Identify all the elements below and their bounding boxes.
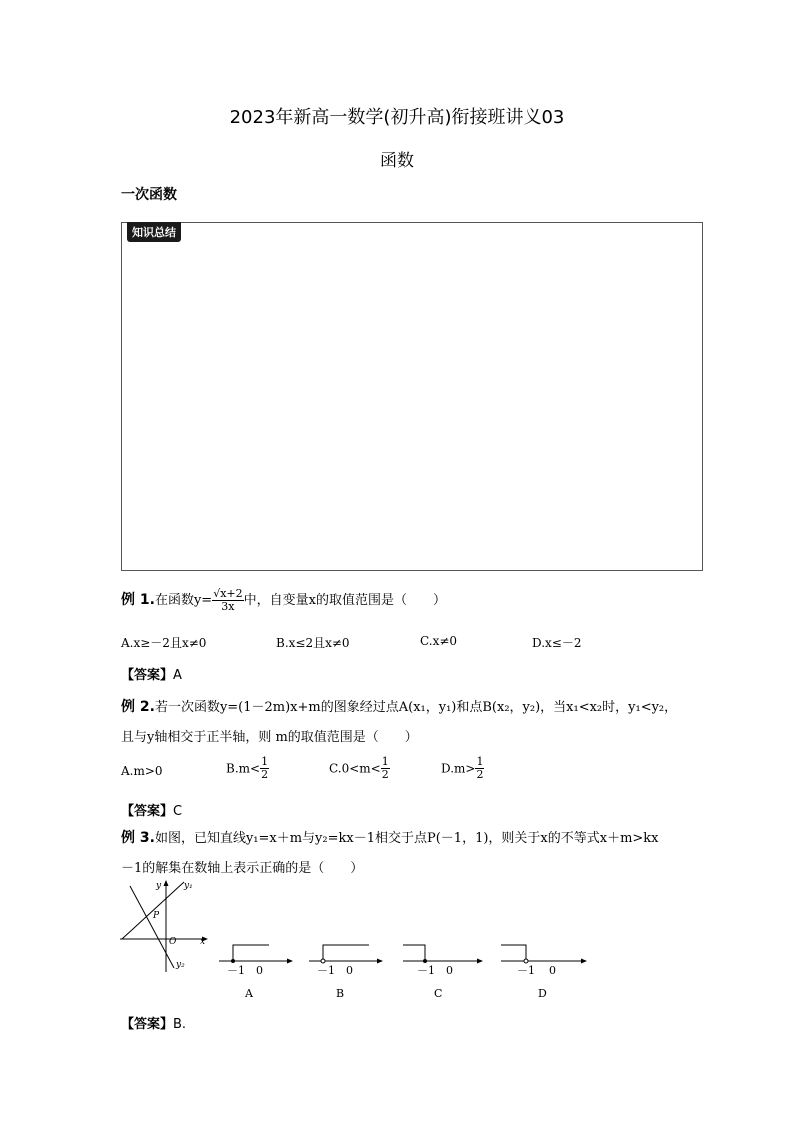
- example-1-option-c: C.x≠0: [420, 634, 458, 648]
- answer-label: 【答案】: [121, 804, 174, 819]
- example-1-denominator: 3x: [221, 600, 235, 613]
- example-3-line-2: －1的解集在数轴上表示正确的是（ ）: [121, 861, 364, 876]
- answer-label: 【答案】: [121, 668, 174, 683]
- option-letter-c: C: [434, 987, 443, 1000]
- graph-label-y: y: [156, 881, 162, 891]
- example-2-text-1: 若一次函数y=(1－2m)x+m的图象经过点A(x₁，y₁)和点B(x₂，y₂)，当x₁<x₂时，y₁<y₂，: [154, 700, 678, 715]
- svg-text:－1: －1: [227, 964, 245, 977]
- svg-text:0: 0: [549, 964, 556, 977]
- example-2-option-d: D.m> $\frac{1}{2}$: [441, 755, 484, 781]
- example-3-number-lines: [215, 935, 600, 1005]
- answer-value: C: [173, 804, 183, 819]
- number-line-b: [309, 945, 383, 1000]
- graph-label-o: O: [169, 937, 177, 947]
- svg-text:0: 0: [446, 964, 453, 977]
- example-1-answer: [121, 664, 182, 683]
- example-2-option-c: C.0<m< $\frac{1}{2}$: [329, 755, 389, 781]
- example-3-answer: [121, 1013, 186, 1032]
- answer-value: A: [173, 668, 182, 683]
- number-line-c: [403, 945, 483, 1000]
- graph-line-y2: [130, 886, 174, 968]
- option-letter-a: A: [245, 987, 253, 1000]
- page-title: 2023年新高一数学(初升高)衔接班讲义03: [229, 107, 565, 128]
- knowledge-summary-box: [121, 222, 703, 571]
- number-line-d: [501, 945, 587, 1000]
- graph-label-y2: y₂: [176, 960, 185, 970]
- option-letter-b: B: [336, 987, 345, 1000]
- example-2-line-2: 且与y轴相交于正半轴，则 m的取值范围是（ ）: [121, 730, 418, 745]
- example-3-line-1: [121, 827, 659, 847]
- example-3-graph: [116, 876, 216, 976]
- section-heading: 一次函数: [121, 187, 177, 203]
- example-2-answer: [121, 800, 182, 819]
- svg-text:0: 0: [256, 964, 263, 977]
- example-1-fraction: [212, 588, 243, 613]
- answer-label: 【答案】: [121, 1017, 174, 1032]
- example-2-label: 例 2.: [121, 699, 155, 715]
- example-1-option-d: D.x≤－2: [532, 636, 582, 650]
- example-3-text-1: 如图，已知直线y₁=x＋m与y₂=kx－1相交于点P(－1，1)，则关于x的不等式x＋m>kx: [154, 831, 659, 846]
- example-2-option-a: A.m>0: [121, 764, 163, 778]
- example-1-option-a: A.x≥－2且x≠0: [121, 636, 207, 650]
- number-line-a: [219, 945, 293, 1000]
- graph-label-x: x: [200, 937, 206, 947]
- example-1-label: 例 1.: [121, 592, 155, 608]
- svg-text:－1: －1: [517, 964, 535, 977]
- knowledge-summary-tag: 知识总结: [127, 222, 181, 242]
- answer-value: B.: [173, 1017, 187, 1032]
- example-2-line-1: [121, 696, 677, 716]
- example-3-label: 例 3.: [121, 830, 155, 846]
- page-subtitle: 函数: [380, 151, 414, 171]
- example-1-text-post: 中，自变量x的取值范围是（ ）: [243, 593, 446, 608]
- svg-text:0: 0: [346, 964, 353, 977]
- example-1-option-b: B.x≤2且x≠0: [276, 636, 350, 650]
- graph-label-y1: y₁: [184, 881, 193, 891]
- option-letter-d: D: [538, 987, 547, 1000]
- svg-text:－1: －1: [417, 964, 435, 977]
- example-1-question: [121, 588, 446, 613]
- example-1-numerator: √x+2: [213, 587, 243, 600]
- example-2-option-b: B.m< $\frac{1}{2}$: [226, 755, 269, 781]
- svg-text:－1: －1: [317, 964, 335, 977]
- example-1-text-pre: 在函数y=: [154, 593, 213, 608]
- graph-label-p: P: [153, 911, 160, 921]
